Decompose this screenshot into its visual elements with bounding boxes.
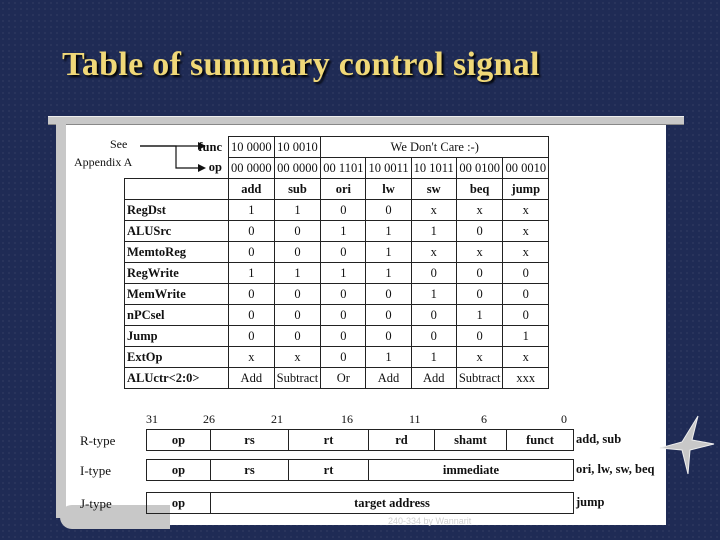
bit-position-label: 0 bbox=[561, 412, 567, 426]
signal-value: 0 bbox=[274, 242, 321, 263]
signal-name: MemtoReg bbox=[125, 242, 229, 263]
signal-value: 0 bbox=[456, 263, 503, 284]
signal-value: 0 bbox=[366, 284, 411, 305]
format-field: op bbox=[146, 429, 210, 451]
signal-value: Subtract bbox=[456, 368, 503, 389]
signal-value: 0 bbox=[321, 347, 366, 368]
signal-row bbox=[125, 242, 549, 263]
instruction-header: ori bbox=[321, 179, 366, 200]
slide-title: Table of summary control signal bbox=[62, 46, 540, 83]
format-fields bbox=[146, 429, 574, 451]
signal-value: 0 bbox=[503, 305, 549, 326]
signal-value: x bbox=[411, 242, 456, 263]
instruction-header: sub bbox=[274, 179, 321, 200]
signal-value: Subtract bbox=[274, 368, 321, 389]
signal-value: Add bbox=[229, 368, 275, 389]
bit-position-label: 26 bbox=[203, 412, 215, 426]
format-field: op bbox=[146, 459, 210, 481]
signal-value: x bbox=[503, 200, 549, 221]
bit-position-label: 21 bbox=[271, 412, 283, 426]
signal-value: 1 bbox=[366, 221, 411, 242]
signal-value: 0 bbox=[229, 242, 275, 263]
format-field: shamt bbox=[434, 429, 506, 451]
format-note: ori, lw, sw, beq bbox=[576, 462, 655, 476]
signal-value: 0 bbox=[274, 305, 321, 326]
signal-name: nPCsel bbox=[125, 305, 229, 326]
instruction-header: jump bbox=[503, 179, 549, 200]
signal-value: 0 bbox=[321, 284, 366, 305]
signal-value: 0 bbox=[229, 221, 275, 242]
func-row bbox=[125, 137, 549, 158]
signal-value: 0 bbox=[229, 305, 275, 326]
signal-name: ALUctr<2:0> bbox=[125, 368, 229, 389]
func-label: func bbox=[198, 139, 222, 154]
appendix-label: Appendix A bbox=[74, 155, 133, 169]
signal-value: Add bbox=[366, 368, 411, 389]
signal-name: Jump bbox=[125, 326, 229, 347]
format-field: funct bbox=[506, 429, 574, 451]
signal-value: Add bbox=[411, 368, 456, 389]
signal-value: 0 bbox=[503, 263, 549, 284]
signal-value: x bbox=[229, 347, 275, 368]
signal-row bbox=[125, 368, 549, 389]
op-value: 00 0000 bbox=[229, 158, 275, 179]
op-value: 10 1011 bbox=[411, 158, 456, 179]
signal-row bbox=[125, 200, 549, 221]
signal-value: 0 bbox=[274, 326, 321, 347]
op-value: 10 0011 bbox=[366, 158, 411, 179]
op-row bbox=[125, 158, 549, 179]
star-icon bbox=[658, 414, 716, 476]
format-field: rt bbox=[288, 459, 368, 481]
signal-rows bbox=[125, 200, 549, 389]
format-field: op bbox=[146, 492, 210, 514]
op-value: 00 0100 bbox=[456, 158, 503, 179]
control-signal-table bbox=[124, 136, 549, 389]
signal-value: 0 bbox=[411, 305, 456, 326]
corner-cell bbox=[125, 179, 229, 200]
func-value: 10 0010 bbox=[274, 137, 321, 158]
signal-name: ExtOp bbox=[125, 347, 229, 368]
format-type-label: I-type bbox=[80, 463, 112, 478]
signal-row bbox=[125, 284, 549, 305]
instruction-header: sw bbox=[411, 179, 456, 200]
signal-row bbox=[125, 305, 549, 326]
signal-value: xxx bbox=[503, 368, 549, 389]
bit-position-label: 16 bbox=[341, 412, 353, 426]
format-fields bbox=[146, 459, 574, 481]
signal-value: 0 bbox=[456, 221, 503, 242]
format-field: rs bbox=[210, 429, 288, 451]
signal-value: 0 bbox=[274, 221, 321, 242]
signal-value: 1 bbox=[456, 305, 503, 326]
format-field: immediate bbox=[368, 459, 574, 481]
op-value: 00 0000 bbox=[274, 158, 321, 179]
signal-row bbox=[125, 263, 549, 284]
instruction-header: add bbox=[229, 179, 275, 200]
signal-value: x bbox=[456, 347, 503, 368]
format-note: jump bbox=[576, 495, 605, 509]
signal-name: MemWrite bbox=[125, 284, 229, 305]
signal-value: 0 bbox=[366, 305, 411, 326]
format-field: rs bbox=[210, 459, 288, 481]
format-note: add, sub bbox=[576, 432, 622, 446]
bit-position-label: 11 bbox=[409, 412, 421, 426]
bit-position-label: 31 bbox=[146, 412, 158, 426]
op-value: 00 1101 bbox=[321, 158, 366, 179]
signal-value: Or bbox=[321, 368, 366, 389]
signal-value: 1 bbox=[411, 221, 456, 242]
signal-value: x bbox=[274, 347, 321, 368]
signal-value: 1 bbox=[411, 347, 456, 368]
func-value: 10 0000 bbox=[229, 137, 275, 158]
instruction-header: lw bbox=[366, 179, 411, 200]
signal-value: x bbox=[503, 347, 549, 368]
signal-value: 0 bbox=[229, 326, 275, 347]
signal-value: 0 bbox=[274, 284, 321, 305]
signal-value: 0 bbox=[321, 200, 366, 221]
signal-row bbox=[125, 326, 549, 347]
signal-name: RegWrite bbox=[125, 263, 229, 284]
signal-value: 1 bbox=[274, 200, 321, 221]
signal-value: 1 bbox=[229, 200, 275, 221]
signal-value: 1 bbox=[366, 263, 411, 284]
signal-value: 0 bbox=[366, 326, 411, 347]
signal-value: 0 bbox=[229, 284, 275, 305]
signal-value: 1 bbox=[321, 221, 366, 242]
format-type-label: J-type bbox=[80, 496, 112, 511]
signal-value: 1 bbox=[503, 326, 549, 347]
signal-row bbox=[125, 221, 549, 242]
instruction-header-row bbox=[125, 179, 549, 200]
dont-care-label: We Don't Care :-) bbox=[321, 137, 549, 158]
signal-value: 0 bbox=[411, 263, 456, 284]
signal-value: 0 bbox=[321, 242, 366, 263]
signal-row bbox=[125, 347, 549, 368]
bit-position-label: 6 bbox=[481, 412, 487, 426]
signal-value: 0 bbox=[503, 284, 549, 305]
signal-value: 1 bbox=[411, 284, 456, 305]
signal-name: ALUSrc bbox=[125, 221, 229, 242]
instruction-header: beq bbox=[456, 179, 503, 200]
signal-value: x bbox=[503, 242, 549, 263]
op-value: 00 0010 bbox=[503, 158, 549, 179]
format-field: rd bbox=[368, 429, 434, 451]
signal-value: x bbox=[411, 200, 456, 221]
signal-value: 0 bbox=[411, 326, 456, 347]
format-type-label: R-type bbox=[80, 433, 116, 448]
signal-value: 1 bbox=[229, 263, 275, 284]
signal-value: 0 bbox=[456, 326, 503, 347]
signal-name: RegDst bbox=[125, 200, 229, 221]
signal-value: 1 bbox=[321, 263, 366, 284]
title-divider bbox=[48, 116, 684, 125]
op-label: op bbox=[208, 160, 222, 175]
signal-value: 1 bbox=[366, 347, 411, 368]
signal-value: x bbox=[456, 242, 503, 263]
format-field: rt bbox=[288, 429, 368, 451]
signal-value: 0 bbox=[366, 200, 411, 221]
signal-value: 0 bbox=[456, 284, 503, 305]
format-fields bbox=[146, 492, 574, 514]
signal-value: x bbox=[503, 221, 549, 242]
signal-value: 0 bbox=[321, 326, 366, 347]
signal-value: x bbox=[456, 200, 503, 221]
see-label: See bbox=[110, 137, 128, 151]
left-border-bar bbox=[56, 118, 66, 518]
format-field: target address bbox=[210, 492, 574, 514]
signal-value: 0 bbox=[321, 305, 366, 326]
signal-value: 1 bbox=[274, 263, 321, 284]
footer-text: 240-334 by Wannarit bbox=[388, 516, 472, 526]
signal-value: 1 bbox=[366, 242, 411, 263]
